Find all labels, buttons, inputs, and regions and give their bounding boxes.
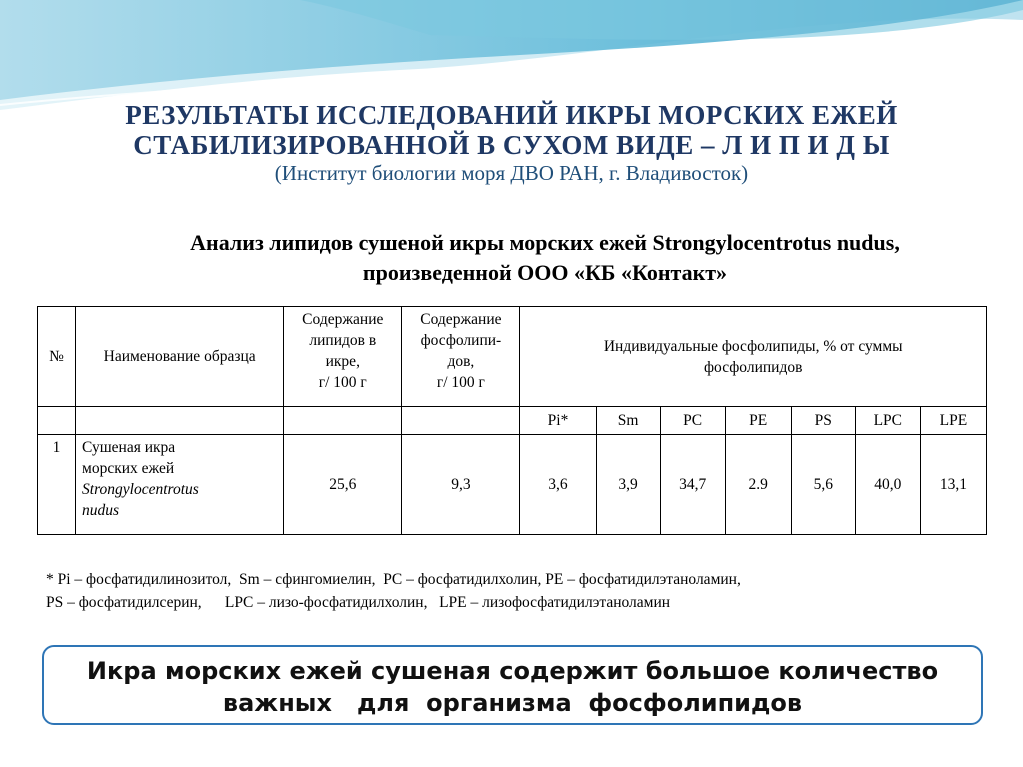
- subheader-empty: [284, 407, 402, 435]
- cell-lpc: 40,0: [855, 435, 920, 535]
- subheader-pc: PC: [660, 407, 725, 435]
- sample-name-latin: nudus: [82, 502, 120, 519]
- header-phospho-line: дов,: [447, 353, 475, 370]
- footnote-line1: * Pi – фосфатидилинозитол, Sm – сфингомиелин, PC – фосфатидилхолин, PE – фосфатидилэтаноламин,: [46, 571, 741, 588]
- header-num: №: [38, 307, 76, 407]
- analysis-heading: [60, 228, 1023, 288]
- subheader-empty: [402, 407, 520, 435]
- header-lipids-line: г/ 100 г: [318, 374, 367, 391]
- cell-phospho: 9,3: [402, 435, 520, 535]
- analysis-heading-line2: произведенной ООО «КБ «Контакт»: [362, 260, 728, 285]
- header-lipids: [284, 307, 402, 407]
- page-subtitle: (Институт биологии моря ДВО РАН, г. Владивосток): [274, 161, 749, 185]
- subheader-ps: PS: [791, 407, 855, 435]
- cell-lipids: 25,6: [284, 435, 402, 535]
- conclusion-box: [42, 645, 983, 725]
- header-phospho: [402, 307, 520, 407]
- table-header-row: [38, 307, 987, 407]
- subheader-lpc: LPC: [855, 407, 920, 435]
- subheader-empty: [76, 407, 284, 435]
- subheader-sm: Sm: [596, 407, 660, 435]
- cell-pe: 2.9: [725, 435, 791, 535]
- sample-name-latin: Strongylocentrotus: [82, 481, 199, 498]
- cell-lpe: 13,1: [920, 435, 986, 535]
- table-row: [38, 435, 987, 535]
- conclusion-line2: важных для организма фосфолипидов: [222, 689, 803, 717]
- sample-name-line: морских ежей: [82, 460, 175, 477]
- title-block: [0, 100, 1023, 186]
- header-lipids-line: икре,: [325, 353, 360, 370]
- cell-ps: 5,6: [791, 435, 855, 535]
- cell-pc: 34,7: [660, 435, 725, 535]
- subheader-pe: PE: [725, 407, 791, 435]
- sample-name-line: Сушеная икра: [82, 439, 176, 456]
- subheader-pi: Pi*: [520, 407, 596, 435]
- footnote: [46, 568, 996, 614]
- lipids-table: [37, 306, 987, 535]
- page-title-line2: СТАБИЛИЗИРОВАННОЙ В СУХОМ ВИДЕ – Л И П И Д Ы: [133, 130, 890, 160]
- table-subheader-row: [38, 407, 987, 435]
- header-phospho-line: г/ 100 г: [436, 374, 485, 391]
- cell-pi: 3,6: [520, 435, 596, 535]
- header-lipids-line: липидов в: [309, 332, 377, 349]
- cell-num: 1: [38, 435, 76, 535]
- subheader-lpe: LPE: [920, 407, 986, 435]
- header-phospho-line: Содержание: [420, 311, 502, 328]
- header-lipids-line: Содержание: [302, 311, 384, 328]
- header-phospho-line: фосфолипи-: [420, 332, 502, 349]
- analysis-heading-line1: Анализ липидов сушеной икры морских ежей Strongylocentrotus nudus,: [190, 230, 900, 255]
- cell-sm: 3,9: [596, 435, 660, 535]
- header-name: Наименование образца: [76, 307, 284, 407]
- conclusion-line1: Икра морских ежей сушеная содержит большое количество: [86, 657, 939, 685]
- header-individual: Индивидуальные фосфолипиды, % от суммы фосфолипидов: [520, 307, 987, 407]
- subheader-empty: [38, 407, 76, 435]
- footnote-line2: PS – фосфатидилсерин, LPC – лизо-фосфатидилхолин, LPE – лизофосфатидилэтаноламин: [46, 594, 671, 611]
- cell-sample-name: [76, 435, 284, 535]
- page-title-line1: РЕЗУЛЬТАТЫ ИССЛЕДОВАНИЙ ИКРЫ МОРСКИХ ЕЖЕЙ: [125, 100, 898, 130]
